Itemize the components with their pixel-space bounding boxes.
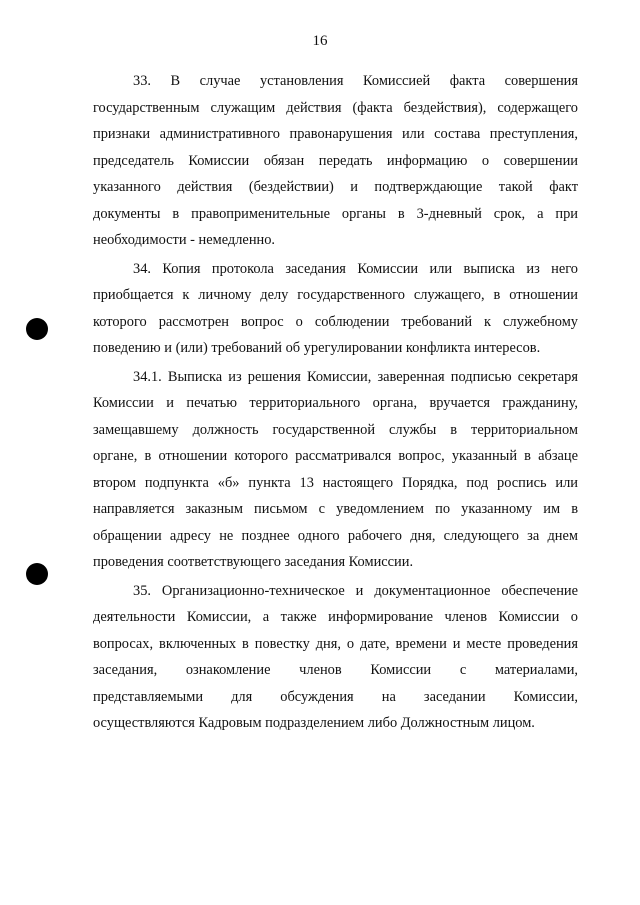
paragraph-line: втором подпункта «б» пункта 13 настоящего Порядка, под роспись или — [93, 474, 578, 491]
document-body — [93, 68, 578, 737]
paragraph-line: деятельности Комиссии, а также информирование членов Комиссии о — [93, 609, 578, 625]
paragraph-line: приобщается к личному делу государственного служащего, в отношении — [93, 287, 578, 303]
paragraph-line: осуществляются Кадровым подразделением либо Должностным лицом. — [93, 715, 535, 731]
punch-hole-mark — [26, 563, 48, 585]
paragraph-line: необходимости - немедленно. — [93, 232, 276, 248]
paragraph-34-1 — [93, 364, 578, 576]
paragraph-35 — [93, 578, 578, 737]
paragraph-34 — [93, 256, 578, 362]
paragraph-line: заседания, ознакомление членов Комиссии с материалами, — [93, 662, 578, 678]
paragraph-line: которого рассмотрен вопрос о соблюдении требований к служебному — [93, 313, 578, 330]
paragraph-line: председатель Комиссии обязан передать информацию о совершении — [93, 152, 578, 169]
page-number: 16 — [312, 33, 328, 49]
paragraph-line: представляемыми для обсуждения на заседании Комиссии, — [93, 688, 578, 705]
paragraph-line: направляется заказным письмом с уведомлением по указанному им в — [93, 501, 578, 517]
paragraph-line: органе, в отношении которого рассматривался вопрос, указанный в абзаце — [93, 448, 578, 464]
paragraph-line: 34.1. Выписка из решения Комиссии, заверенная подписью секретаря — [133, 368, 578, 385]
punch-hole-mark — [26, 318, 48, 340]
paragraph-33 — [93, 68, 578, 254]
paragraph-line: 34. Копия протокола заседания Комиссии или выписка из него — [133, 260, 578, 277]
paragraph-line: проведения соответствующего заседания Комиссии. — [93, 554, 414, 570]
paragraph-line: государственным служащим действия (факта бездействия), содержащего — [93, 99, 578, 116]
paragraph-line: документы в правоприменительные органы в 3-дневный срок, а при — [93, 205, 578, 222]
paragraph-line: замещавшему должность государственной службы в территориальном — [93, 421, 578, 438]
paragraph-line: признаки административного правонарушения или состава преступления, — [93, 126, 578, 142]
paragraph-line: поведению и (или) требований об урегулировании конфликта интересов. — [93, 340, 541, 356]
paragraph-line: 35. Организационно-техническое и документационное обеспечение — [133, 582, 578, 599]
paragraph-line: вопросах, включенных в повестку дня, о дате, времени и месте проведения — [93, 635, 578, 652]
paragraph-line: 33. В случае установления Комиссией факта совершения — [133, 73, 578, 89]
paragraph-line: Комиссии и печатью территориального органа, вручается гражданину, — [93, 395, 578, 411]
paragraph-line: обращении адресу не позднее одного рабочего дня, следующего за днем — [93, 527, 578, 544]
paragraph-line: указанного действия (бездействии) и подтверждающие такой факт — [93, 179, 578, 195]
